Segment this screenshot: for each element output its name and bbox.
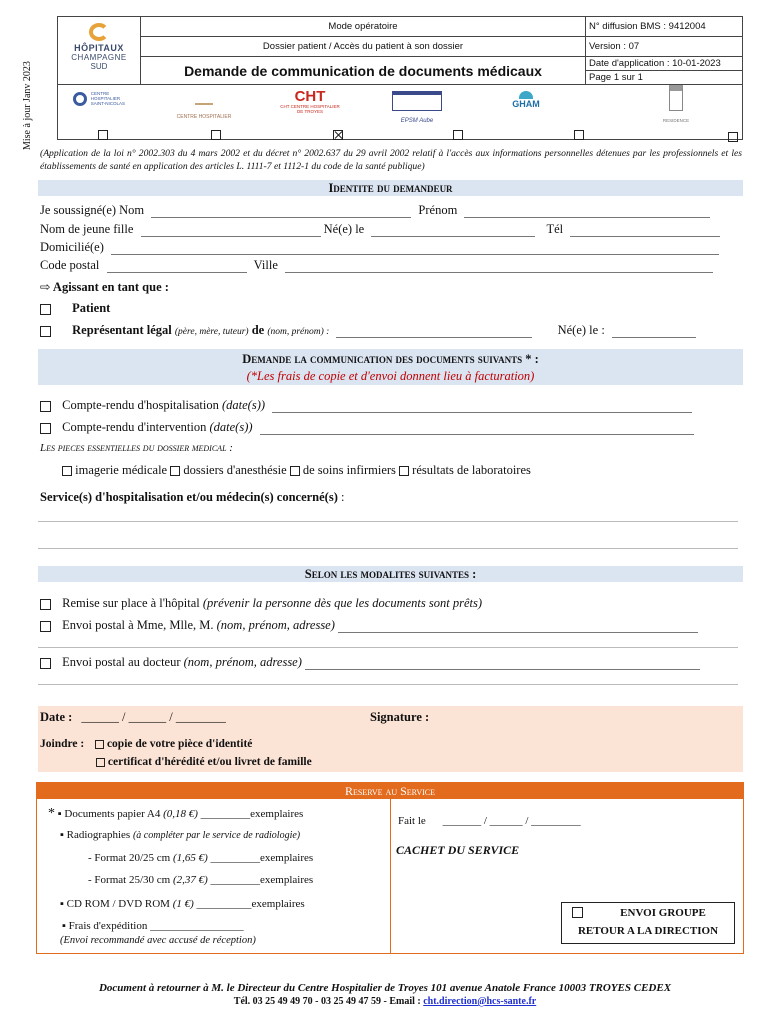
de-label: de bbox=[251, 323, 265, 337]
envoi-docteur-row bbox=[40, 655, 730, 670]
envoi-docteur-line-2[interactable] bbox=[38, 684, 738, 685]
piece-identite-label: copie de votre pièce d'identité bbox=[106, 738, 253, 750]
joindre-label: Joindre : bbox=[40, 738, 85, 750]
cdrom-row bbox=[60, 898, 305, 910]
signature-label: Signature : bbox=[370, 710, 430, 724]
logo-text-saint-nicolas: CENTRE HOSPITALIER SAINT-NICOLAS bbox=[90, 91, 125, 107]
cr-interv-checkbox[interactable] bbox=[40, 423, 51, 434]
bullet-icon: ▪ bbox=[62, 920, 66, 932]
brand-line2: CHAMPAGNE bbox=[71, 53, 127, 62]
remise-row bbox=[40, 596, 482, 611]
ch-icon bbox=[195, 93, 213, 105]
radiographies-row bbox=[60, 829, 300, 841]
cr-interv-dates: (date(s)) bbox=[209, 420, 253, 434]
service-line-2[interactable] bbox=[38, 548, 738, 549]
service-row bbox=[40, 490, 345, 505]
piece-checkbox-3[interactable] bbox=[290, 466, 300, 476]
cr-interv-field[interactable] bbox=[260, 423, 694, 435]
identity-row-code-postal bbox=[40, 258, 730, 273]
representant-row bbox=[40, 323, 740, 338]
envoi-docteur-field[interactable] bbox=[305, 658, 700, 670]
asterisk: * bbox=[48, 806, 55, 821]
documents-heading-band bbox=[38, 349, 743, 385]
piece-checkbox-1[interactable] bbox=[62, 466, 72, 476]
ne-le2-label: Né(e) le : bbox=[557, 323, 605, 337]
cr-hospit-field[interactable] bbox=[272, 401, 692, 413]
cdrom-field[interactable]: __________exemplaires bbox=[196, 898, 305, 910]
fait-le-label: Fait le bbox=[398, 815, 426, 827]
epsm-building-icon bbox=[392, 91, 442, 111]
certificat-label: certificat d'hérédité et/ou livret de famille bbox=[107, 756, 312, 768]
certificat-checkbox[interactable] bbox=[96, 758, 105, 767]
piece-label-3: de soins infirmiers bbox=[302, 463, 396, 477]
domicile-label: Domicilié(e) bbox=[40, 240, 104, 254]
pieces-row bbox=[62, 463, 531, 478]
jeune-fille-label: Nom de jeune fille bbox=[40, 222, 134, 236]
piece-label-1: imagerie médicale bbox=[75, 463, 168, 477]
radio-note: (à compléter par le service de radiologie) bbox=[132, 830, 301, 841]
frais-row bbox=[62, 920, 244, 932]
piece-checkbox-2[interactable] bbox=[170, 466, 180, 476]
header-table bbox=[57, 16, 743, 140]
cdrom-price: (1 €) bbox=[172, 898, 194, 910]
version-cell: Version : 07 bbox=[586, 37, 742, 57]
patient-row bbox=[40, 301, 110, 316]
format1-label: - Format 20/25 cm bbox=[88, 852, 171, 864]
page-cell: Page 1 sur 1 bbox=[586, 71, 742, 85]
cr-hospit-dates: (date(s)) bbox=[222, 398, 266, 412]
cachet-label: CACHET DU SERVICE bbox=[396, 843, 520, 857]
envoi-mme-note: (nom, prénom, adresse) bbox=[216, 618, 335, 632]
joindre-row bbox=[40, 738, 252, 750]
piece-checkbox-4[interactable] bbox=[399, 466, 409, 476]
logo-checkbox-4[interactable] bbox=[453, 130, 463, 140]
documents-note: (*Les frais de copie et d'envoi donnent lieu à facturation) bbox=[246, 369, 535, 383]
cr-interv-label: Compte-rendu d'intervention bbox=[62, 420, 207, 434]
logo-text-gham: GHAM bbox=[512, 99, 540, 109]
identity-row-domicile bbox=[40, 240, 730, 255]
jeune-fille-field[interactable] bbox=[141, 225, 321, 237]
legal-note: (Application de la loi n° 2002.303 du 4 mars 2002 et du décret n° 2002.637 du 29 avril 2002 relatif à l'accès aux informations personnelles détenues par les professionnels et les établissements de santé en application des articles L. 1111-7 et 1112-1 du code de la santé publique) bbox=[40, 148, 742, 172]
reserve-divider bbox=[390, 798, 391, 954]
reserve-heading: Reserve au Service bbox=[37, 783, 743, 799]
date-row bbox=[40, 710, 226, 725]
envoi-groupe-box bbox=[561, 902, 735, 944]
fait-le-field[interactable]: _______ / ______ / _________ bbox=[442, 815, 581, 827]
logo-text-centre-hospitalier: CENTRE HOSPITALIER bbox=[176, 114, 232, 120]
envoi-mme-row bbox=[40, 618, 730, 633]
side-update-label: Mise à jour Janv 2023 bbox=[22, 61, 33, 150]
cht-icon: CHT bbox=[294, 88, 326, 105]
agissant-row bbox=[40, 279, 169, 295]
retour-label: RETOUR A LA DIRECTION bbox=[577, 925, 719, 937]
ville-field[interactable] bbox=[285, 261, 713, 273]
format1-price: (1,65 €) bbox=[172, 852, 208, 864]
docs-papier-field[interactable]: _________exemplaires bbox=[200, 808, 304, 820]
nom-field[interactable] bbox=[151, 206, 411, 218]
saint-nicolas-icon bbox=[73, 92, 87, 106]
nom-label: Je soussigné(e) Nom bbox=[40, 203, 145, 217]
fait-le-row bbox=[398, 815, 581, 827]
format2-field[interactable]: _________exemplaires bbox=[210, 874, 314, 886]
patient-label: Patient bbox=[72, 301, 111, 315]
gham-icon bbox=[519, 91, 533, 99]
bullet-icon: ▪ bbox=[60, 898, 64, 910]
service-label: Service(s) d'hospitalisation et/ou médecin(s) concerné(s) bbox=[40, 490, 338, 504]
subtitle1-cell: Mode opératoire bbox=[141, 17, 586, 37]
logo-checkbox-5[interactable] bbox=[574, 130, 584, 140]
envoi-mme-field[interactable] bbox=[338, 621, 698, 633]
bullet-icon: ▪ bbox=[60, 829, 64, 841]
format1-row bbox=[88, 852, 313, 864]
format2-price: (2,37 €) bbox=[172, 874, 208, 886]
ne-le-field[interactable] bbox=[371, 225, 535, 237]
docs-papier-price: (0,18 €) bbox=[163, 808, 198, 820]
service-line-1[interactable] bbox=[38, 521, 738, 522]
footer-tel: Tél. 03 25 49 49 70 - 03 25 49 47 59 - Email : bbox=[233, 996, 424, 1007]
logo-row bbox=[58, 85, 742, 139]
cr-interv-row bbox=[40, 420, 730, 435]
representant-note: (père, mère, tuteur) bbox=[174, 327, 249, 337]
remise-checkbox[interactable] bbox=[40, 599, 51, 610]
patient-checkbox[interactable] bbox=[40, 304, 51, 315]
remise-note: (prévenir la personne dès que les documents sont prêts) bbox=[202, 596, 483, 610]
envoi-groupe-label: ENVOI GROUPE bbox=[620, 907, 706, 919]
cr-hospit-row bbox=[40, 398, 730, 413]
date-application-cell: Date d'application : 10-01-2023 bbox=[586, 57, 742, 71]
logo-cht bbox=[280, 89, 340, 123]
docs-papier-label: Documents papier A4 bbox=[64, 808, 161, 820]
logo-text-cht: CHT CENTRE HOSPITALIER DE TROYES bbox=[280, 104, 340, 114]
footer-line2 bbox=[0, 996, 770, 1007]
representant-field[interactable] bbox=[336, 326, 532, 338]
logo-text-epsm: EPSM Aube bbox=[400, 118, 434, 124]
logo-gham bbox=[496, 91, 556, 123]
subtitle2-cell: Dossier patient / Accès du patient à son dossier bbox=[141, 37, 586, 57]
frais-field[interactable]: _________________ bbox=[150, 920, 244, 932]
logo-checkbox-2[interactable] bbox=[211, 130, 221, 140]
footer-email-link[interactable]: cht.direction@hcs-sante.fr bbox=[423, 996, 537, 1007]
date-label: Date : bbox=[40, 710, 73, 724]
format2-row bbox=[88, 874, 313, 886]
residence-tower-icon bbox=[669, 85, 683, 111]
representant-dob-field[interactable] bbox=[612, 326, 696, 338]
modalites-heading: Selon les modalites suivantes : bbox=[38, 566, 743, 582]
envoi-docteur-note: (nom, prénom, adresse) bbox=[183, 655, 302, 669]
prenom-field[interactable] bbox=[464, 206, 710, 218]
frais-label: Frais d'expédition bbox=[68, 920, 148, 932]
envoi-docteur-label: Envoi postal au docteur bbox=[62, 655, 181, 669]
logo-centre-hospitalier bbox=[174, 91, 234, 123]
cdrom-label: CD ROM / DVD ROM bbox=[66, 898, 170, 910]
representant-checkbox[interactable] bbox=[40, 326, 51, 337]
code-postal-label: Code postal bbox=[40, 258, 100, 272]
envoi-note: (Envoi recommandé avec accusé de réception) bbox=[60, 935, 256, 946]
domicile-field[interactable] bbox=[111, 243, 719, 255]
envoi-docteur-checkbox[interactable] bbox=[40, 658, 51, 669]
logo-checkbox-1[interactable] bbox=[98, 130, 108, 140]
bullet-icon: ▪ bbox=[57, 808, 62, 820]
cr-hospit-label: Compte-rendu d'hospitalisation bbox=[62, 398, 219, 412]
docs-papier-row bbox=[48, 806, 303, 822]
diffusion-cell: N° diffusion BMS : 9412004 bbox=[586, 17, 742, 37]
prenom-label: Prénom bbox=[418, 203, 458, 217]
envoi-groupe-checkbox[interactable] bbox=[572, 907, 583, 918]
nom-prenom-label: (nom, prénom) : bbox=[267, 327, 330, 337]
format2-label: - Format 25/30 cm bbox=[88, 874, 171, 886]
logo-saint-nicolas bbox=[72, 91, 132, 123]
tel-label: Tél bbox=[546, 222, 564, 236]
cr-hospit-checkbox[interactable] bbox=[40, 401, 51, 412]
identity-row-nom bbox=[40, 203, 730, 218]
ne-le-label: Né(e) le bbox=[323, 222, 365, 236]
format1-field[interactable]: _________exemplaires bbox=[210, 852, 314, 864]
brand-line3: SUD bbox=[90, 62, 108, 71]
logo-checkbox-6[interactable] bbox=[728, 132, 738, 142]
brand-line1: HÔPITAUX bbox=[74, 43, 124, 53]
tel-field[interactable] bbox=[570, 225, 720, 237]
date-field[interactable]: ______ / ______ / ________ bbox=[81, 710, 226, 724]
agissant-label: Agissant en tant que : bbox=[52, 280, 169, 294]
brand-logo-icon bbox=[89, 23, 109, 41]
logo-epsm bbox=[384, 91, 450, 123]
representant-label: Représentant légal bbox=[72, 323, 172, 337]
pieces-heading: Les pieces essentielles du dossier medical : bbox=[40, 442, 233, 454]
arrow-right-icon: ⇨ bbox=[40, 280, 51, 294]
envoi-mme-line-2[interactable] bbox=[38, 647, 738, 648]
identity-row-jeune-fille bbox=[40, 222, 730, 237]
remise-label: Remise sur place à l'hôpital bbox=[62, 596, 200, 610]
code-postal-field[interactable] bbox=[107, 261, 247, 273]
certificat-row bbox=[96, 756, 312, 768]
service-colon: : bbox=[337, 490, 345, 504]
document-title: Demande de communication de documents médicaux bbox=[141, 57, 586, 85]
identity-heading: Identite du demandeur bbox=[38, 180, 743, 196]
brand-cell bbox=[58, 17, 141, 85]
radiographies-label: Radiographies bbox=[66, 829, 131, 841]
piece-label-2: dossiers d'anesthésie bbox=[183, 463, 287, 477]
envoi-mme-checkbox[interactable] bbox=[40, 621, 51, 632]
logo-checkbox-3[interactable] bbox=[333, 130, 343, 140]
ville-label: Ville bbox=[253, 258, 278, 272]
envoi-mme-label: Envoi postal à Mme, Mlle, M. bbox=[62, 618, 214, 632]
documents-heading: Demande la communication des documents suivants * : bbox=[242, 352, 539, 366]
footer-line1: Document à retourner à M. le Directeur du Centre Hospitalier de Troyes 101 avenue Anatole France 10003 TROYES CEDEX bbox=[98, 982, 672, 994]
logo-residence bbox=[646, 85, 706, 125]
piece-label-4: résultats de laboratoires bbox=[412, 463, 531, 477]
logo-text-residence: RESIDENCE bbox=[662, 118, 690, 123]
piece-identite-checkbox[interactable] bbox=[95, 740, 104, 749]
